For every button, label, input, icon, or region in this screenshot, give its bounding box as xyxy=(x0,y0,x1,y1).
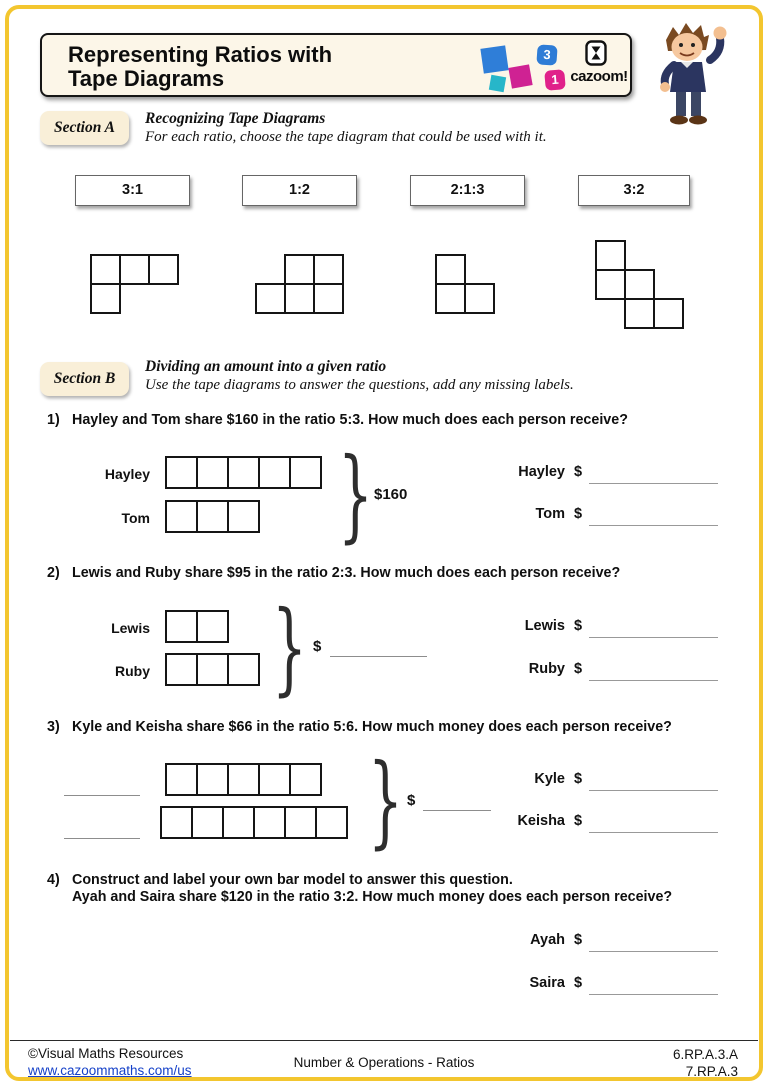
diagram-cell xyxy=(90,254,121,285)
hourglass-icon xyxy=(585,40,607,71)
q2-text: Lewis and Ruby share $95 in the ratio 2:3. How much does each person receive? xyxy=(72,565,621,581)
answer-name: Saira xyxy=(529,975,565,991)
tape-cell xyxy=(258,456,291,489)
dollar-sign: $ xyxy=(574,506,583,522)
diagram-cell xyxy=(435,283,466,314)
ratio-box-4: 3:2 xyxy=(578,175,690,206)
answer-blank-line xyxy=(589,994,718,995)
q3-row1-boxes xyxy=(165,763,322,796)
answer-blank-line xyxy=(589,951,718,952)
ratio-box-1: 3:1 xyxy=(75,175,190,206)
q2-answer-row-2 xyxy=(480,661,720,683)
section-a-instruction: For each ratio, choose the tape diagram that could be used with it. xyxy=(145,129,547,145)
diagram-cell xyxy=(119,254,150,285)
q3-missing-label-line-2 xyxy=(64,838,140,839)
answer-blank-line xyxy=(589,483,718,484)
q3-row2-boxes xyxy=(160,806,348,839)
q3-total-amount: $ xyxy=(407,792,416,809)
diagram-cell xyxy=(464,283,495,314)
answer-name: Lewis xyxy=(524,618,565,634)
tape-cell xyxy=(289,456,322,489)
tape-cell xyxy=(253,806,286,839)
tape-cell xyxy=(165,610,198,643)
standard-code-1: 6.RP.A.3.A xyxy=(672,1047,738,1062)
logo-blue-square-icon xyxy=(480,45,508,73)
footer-divider xyxy=(10,1040,758,1041)
dollar-sign: $ xyxy=(574,661,583,677)
q1-total-amount: $160 xyxy=(374,486,408,503)
tape-cell xyxy=(258,763,291,796)
dollar-sign: $ xyxy=(574,932,583,948)
q2-row1-boxes xyxy=(165,610,229,643)
tape-cell xyxy=(196,500,229,533)
tape-cell xyxy=(196,653,229,686)
tape-cell xyxy=(196,456,229,489)
dollar-sign: $ xyxy=(574,813,583,829)
q4-answer-row-1 xyxy=(480,932,720,954)
logo-magenta-square-icon xyxy=(508,64,532,88)
q2-total-blank-line xyxy=(330,656,427,657)
tape-cell xyxy=(227,456,260,489)
section-b-instruction: Use the tape diagrams to answer the questions, add any missing labels. xyxy=(145,377,574,393)
diagram-cell xyxy=(653,298,684,329)
q2-row2-boxes xyxy=(165,653,260,686)
diagram-gap xyxy=(653,269,684,300)
section-a-label: Section A xyxy=(40,111,129,145)
q3-curly-brace-icon: } xyxy=(368,742,403,859)
ratio-box-3: 2:1:3 xyxy=(410,175,525,206)
answer-name: Ruby xyxy=(528,661,565,677)
tape-cell xyxy=(315,806,348,839)
dollar-sign: $ xyxy=(574,975,583,991)
q3-text: Kyle and Keisha share $66 in the ratio 5:6. How much money does each person receive? xyxy=(72,719,672,735)
tape-cell xyxy=(227,500,260,533)
tape-diagram-4 xyxy=(595,240,684,329)
tape-diagram-3 xyxy=(435,254,495,314)
q1-text: Hayley and Tom share $160 in the ratio 5:3. How much does each person receive? xyxy=(72,412,628,428)
mascot-waving-arm xyxy=(710,38,720,60)
title-line2: Tape Diagrams xyxy=(68,66,225,91)
dollar-sign: $ xyxy=(574,618,583,634)
q1-curly-brace-icon: } xyxy=(338,436,373,553)
diagram-gap xyxy=(148,283,179,314)
q1-row2-label: Tom xyxy=(121,510,150,526)
website-link[interactable]: www.cazoommaths.com/us xyxy=(28,1063,192,1078)
q3-number: 3) xyxy=(47,719,60,735)
diagram-cell xyxy=(313,254,344,285)
diagram-gap xyxy=(255,254,286,285)
header-title-box xyxy=(40,33,632,97)
q4-number: 4) xyxy=(47,872,60,888)
diagram-gap xyxy=(624,240,655,271)
answer-name: Tom xyxy=(535,506,565,522)
diagram-cell xyxy=(284,254,315,285)
answer-blank-line xyxy=(589,637,718,638)
q3-answer-row-1 xyxy=(480,771,720,793)
q4-text-line1: Construct and label your own bar model to answer this question. xyxy=(72,872,513,888)
tape-cell xyxy=(227,763,260,796)
standard-code-2: 7.RP.A.3 xyxy=(685,1064,738,1079)
page-border xyxy=(5,5,763,1081)
tape-cell xyxy=(160,806,193,839)
diagram-gap xyxy=(595,298,626,329)
tape-diagram-1 xyxy=(90,254,179,314)
diagram-cell xyxy=(595,269,626,300)
q1-answer-row-1 xyxy=(480,464,720,486)
tape-cell xyxy=(165,500,198,533)
tape-cell xyxy=(196,763,229,796)
tape-cell xyxy=(222,806,255,839)
answer-name: Keisha xyxy=(517,813,565,829)
logo-brand-text: cazoom! xyxy=(570,68,628,85)
q1-number: 1) xyxy=(47,412,60,428)
q2-number: 2) xyxy=(47,565,60,581)
logo-number-chip-3: 3 xyxy=(536,44,557,65)
q1-row1-label: Hayley xyxy=(104,466,150,482)
tape-cell xyxy=(284,806,317,839)
tape-cell xyxy=(196,610,229,643)
tape-cell xyxy=(165,763,198,796)
answer-name: Hayley xyxy=(518,464,565,480)
answer-blank-line xyxy=(589,525,718,526)
logo-number-chip-1: 1 xyxy=(544,69,566,91)
q4-answer-row-2 xyxy=(480,975,720,997)
mascot-character xyxy=(650,20,732,137)
q2-curly-brace-icon: } xyxy=(272,589,307,706)
q2-row1-label: Lewis xyxy=(111,620,150,636)
cazoom-logo xyxy=(480,39,630,95)
section-a-heading: Recognizing Tape Diagrams xyxy=(145,110,326,127)
answer-name: Ayah xyxy=(530,932,565,948)
tape-cell xyxy=(165,456,198,489)
diagram-cell xyxy=(255,283,286,314)
answer-name: Kyle xyxy=(534,771,565,787)
section-b-label: Section B xyxy=(40,362,129,396)
q1-row1-boxes xyxy=(165,456,322,489)
tape-cell xyxy=(165,653,198,686)
diagram-cell xyxy=(624,269,655,300)
q2-answer-row-1 xyxy=(480,618,720,640)
diagram-gap xyxy=(653,240,684,271)
diagram-cell xyxy=(284,283,315,314)
footer-topic-text: Number & Operations - Ratios xyxy=(293,1055,475,1070)
diagram-cell xyxy=(435,254,466,285)
diagram-gap xyxy=(119,283,150,314)
answer-blank-line xyxy=(589,790,718,791)
page-title xyxy=(68,43,332,91)
q1-row2-boxes xyxy=(165,500,260,533)
standards-codes xyxy=(673,1046,738,1080)
answer-blank-line xyxy=(589,680,718,681)
tape-diagram-2 xyxy=(255,254,344,314)
diagram-cell xyxy=(624,298,655,329)
dollar-sign: $ xyxy=(574,464,583,480)
dollar-sign: $ xyxy=(574,771,583,787)
diagram-cell xyxy=(148,254,179,285)
q4-text-line2: Ayah and Saira share $120 in the ratio 3:2. How much money does each person receive? xyxy=(72,889,673,905)
tape-cell xyxy=(289,763,322,796)
section-b-heading: Dividing an amount into a given ratio xyxy=(145,358,387,375)
ratio-box-2: 1:2 xyxy=(242,175,357,206)
diagram-cell xyxy=(313,283,344,314)
diagram-cell xyxy=(595,240,626,271)
tape-cell xyxy=(227,653,260,686)
q2-row2-label: Ruby xyxy=(115,663,150,679)
q2-total-amount: $ xyxy=(313,638,322,655)
q3-answer-row-2 xyxy=(480,813,720,835)
diagram-cell xyxy=(90,283,121,314)
title-line1: Representing Ratios with xyxy=(68,42,333,67)
q3-missing-label-line-1 xyxy=(64,795,140,796)
logo-teal-square-icon xyxy=(489,75,506,92)
q3-total-blank-line xyxy=(423,810,491,811)
copyright-text: ©Visual Maths Resources xyxy=(28,1046,184,1061)
diagram-gap xyxy=(464,254,495,285)
answer-blank-line xyxy=(589,832,718,833)
q1-answer-row-2 xyxy=(480,506,720,528)
tape-cell xyxy=(191,806,224,839)
